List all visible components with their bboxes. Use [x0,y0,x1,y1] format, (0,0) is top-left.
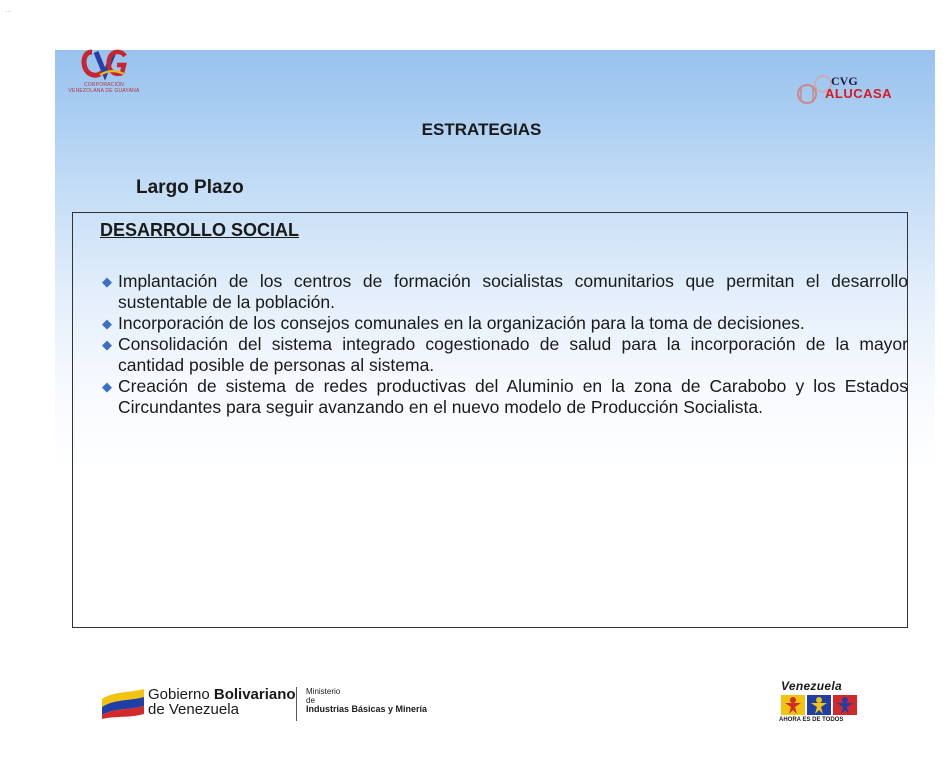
campaign-slogan: AHORA ES DE TODOS [779,717,844,723]
diamond-bullet-icon: ◆ [102,274,112,289]
list-item [98,334,908,376]
government-name: Gobierno Bolivariano de Venezuela [148,686,296,718]
alucasa-prefix: CVG [831,74,858,88]
diamond-bullet-icon: ◆ [102,316,112,331]
bullet-list [98,271,908,418]
cvg-caption: CORPORACIÓN VENEZOLANA DE GUAYANA [68,82,140,94]
campaign-title: Venezuela [781,679,842,693]
alucasa-name: ALUCASA [825,86,893,101]
bullet-text: Consolidación del sistema integrado cogestionado de salud para la incorporación de la mayor cantidad posible de personas al sistema. [118,334,908,375]
venezuela-campaign-logo [777,679,867,727]
cvg-emblem-icon [78,44,130,82]
section-heading: DESARROLLO SOCIAL [100,220,300,240]
venezuela-flag-icon [100,689,146,719]
bullet-text: Implantación de los centros de formación socialistas comunitarios que permitan el desarrollo sustentable de la población. [118,271,908,312]
page-title: ESTRATEGIAS [421,120,542,139]
bullet-text: Creación de sistema de redes productivas del Aluminio en la zona de Carabobo y los Estados Circundantes para seguir avanzando en el nuevo modelo de Producción Socialista. [118,376,908,417]
list-item [98,313,908,334]
alucasa-logo [795,72,925,108]
diamond-bullet-icon: ◆ [102,337,112,352]
page-subtitle: Largo Plazo [136,177,244,198]
list-item [98,376,908,418]
scan-artifact: ‥ [5,5,11,14]
government-logo [100,685,460,725]
bullet-text: Incorporación de los consejos comunales en la organización para la toma de decisiones. [118,313,805,333]
content-box [72,212,908,628]
list-item [98,271,908,313]
ministry-name: Ministerio de Industrias Básicas y Minería [306,687,428,714]
divider [296,687,297,721]
people-figures-icon [781,693,861,715]
diamond-bullet-icon: ◆ [102,379,112,394]
cvg-logo [58,44,150,100]
